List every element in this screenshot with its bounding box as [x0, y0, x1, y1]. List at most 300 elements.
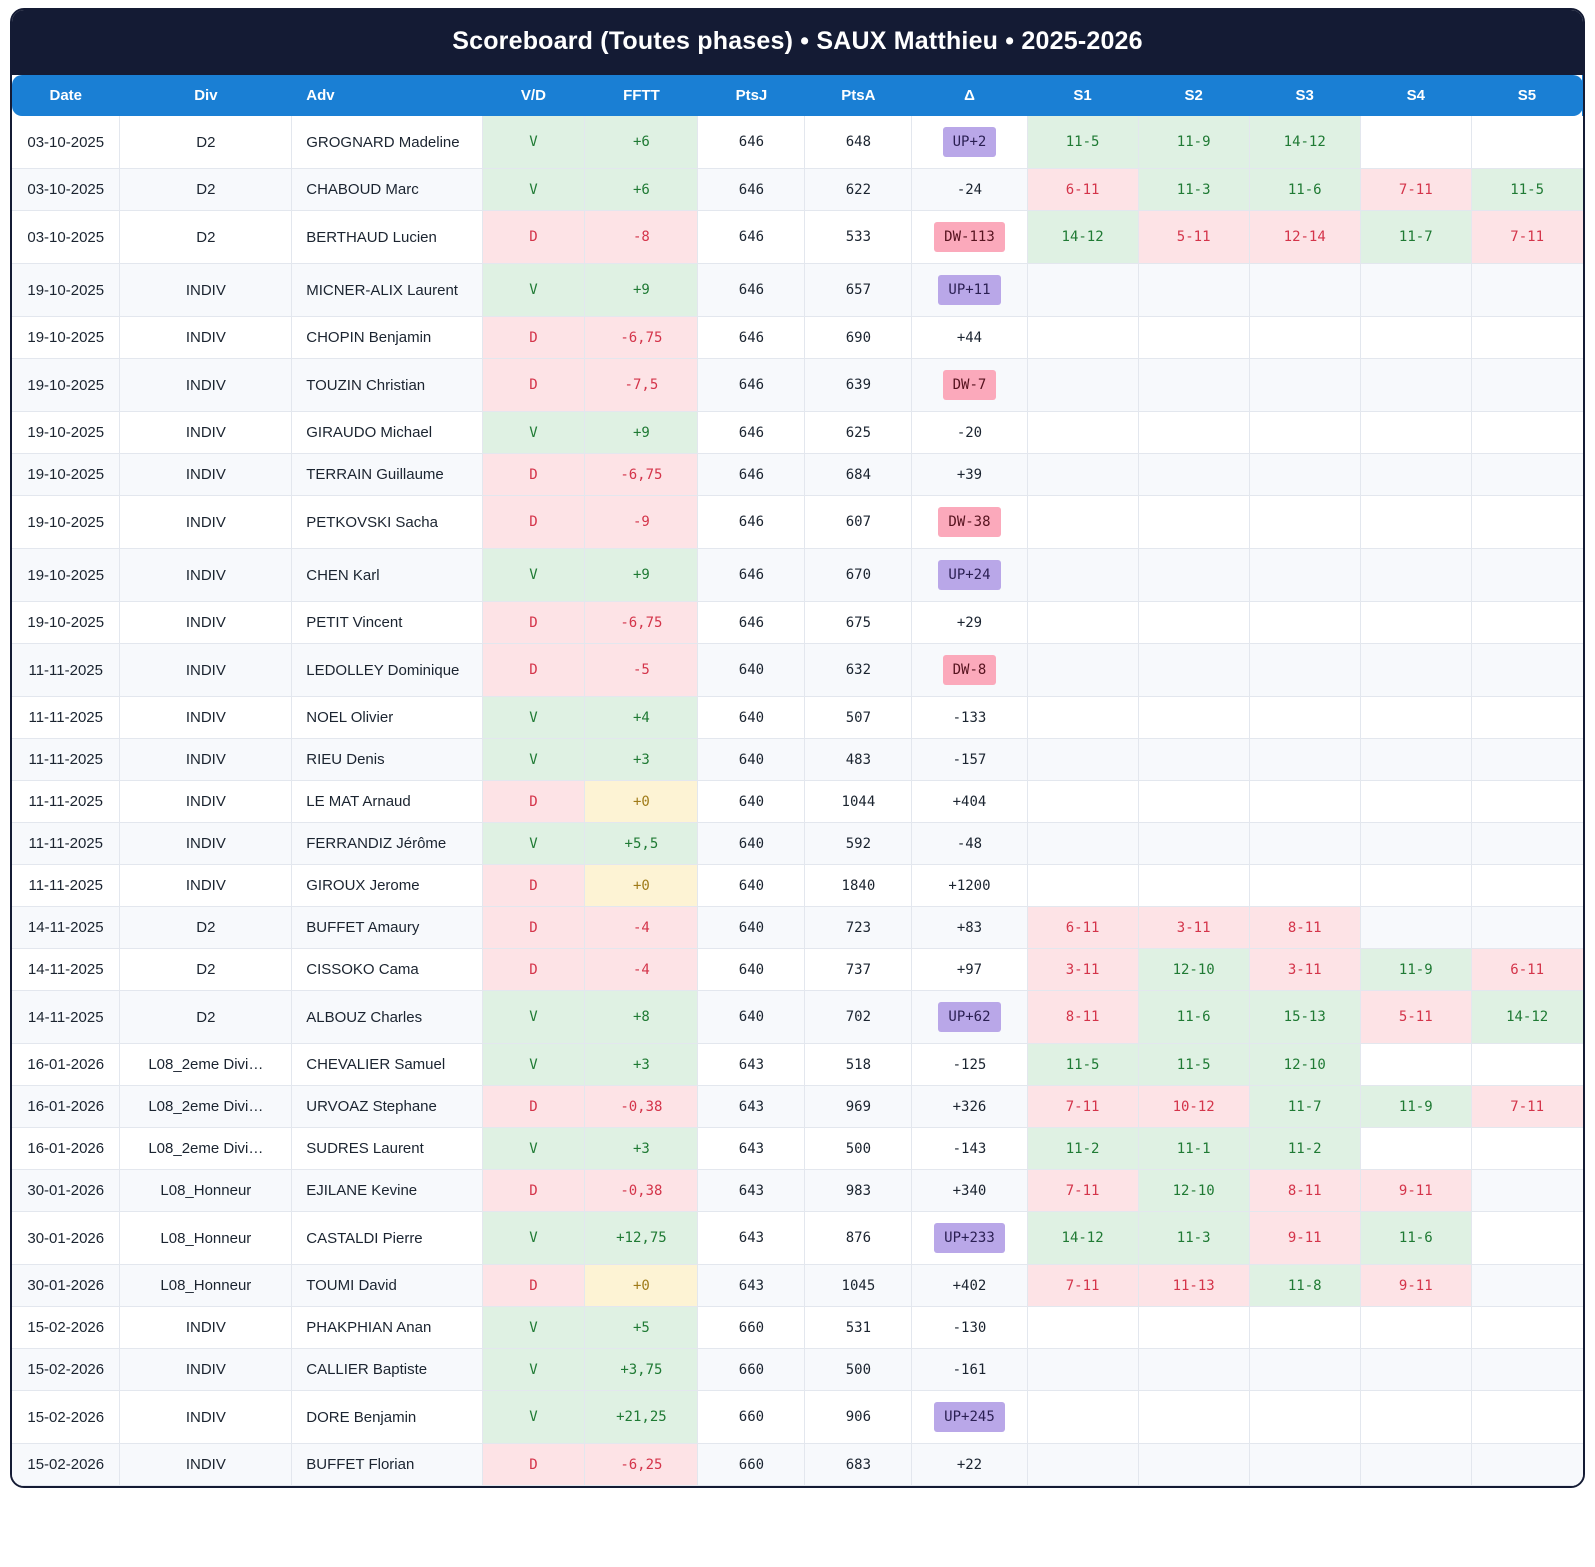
- cell-ptsj: 640: [698, 781, 805, 823]
- cell-delta: +1200: [912, 865, 1027, 907]
- cell-set-s2: [1138, 1307, 1249, 1349]
- cell-fftt: +3,75: [585, 1349, 698, 1391]
- cell-result: V: [482, 1391, 585, 1444]
- cell-ptsj: 640: [698, 991, 805, 1044]
- cell-adv: ALBOUZ Charles: [292, 991, 482, 1044]
- cell-delta: -130: [912, 1307, 1027, 1349]
- cell-result: D: [482, 907, 585, 949]
- cell-fftt: +9: [585, 549, 698, 602]
- status-badge: UP+11: [938, 275, 1000, 305]
- cell-ptsa: 518: [805, 1044, 912, 1086]
- table-row: [12, 781, 1583, 823]
- cell-set-s4: [1360, 496, 1471, 549]
- column-header-vd[interactable]: V/D: [482, 75, 585, 116]
- cell-delta: [912, 496, 1027, 549]
- cell-set-s4: [1360, 907, 1471, 949]
- cell-result: D: [482, 644, 585, 697]
- column-header-div[interactable]: Div: [120, 75, 292, 116]
- cell-date: 30-01-2026: [12, 1170, 120, 1212]
- cell-set-s2: [1138, 359, 1249, 412]
- cell-date: 03-10-2025: [12, 211, 120, 264]
- cell-set-s3: [1249, 781, 1360, 823]
- cell-div: INDIV: [120, 496, 292, 549]
- cell-result: D: [482, 211, 585, 264]
- cell-fftt: +12,75: [585, 1212, 698, 1265]
- cell-set-s5: [1471, 549, 1582, 602]
- cell-ptsa: 500: [805, 1128, 912, 1170]
- cell-ptsj: 643: [698, 1086, 805, 1128]
- cell-div: INDIV: [120, 454, 292, 496]
- cell-set-s4: 5-11: [1360, 991, 1471, 1044]
- cell-ptsj: 646: [698, 412, 805, 454]
- cell-adv: CHOPIN Benjamin: [292, 317, 482, 359]
- column-header-s3[interactable]: S3: [1249, 75, 1360, 116]
- cell-set-s2: [1138, 412, 1249, 454]
- table-row: [12, 644, 1583, 697]
- cell-ptsj: 643: [698, 1265, 805, 1307]
- cell-delta: -125: [912, 1044, 1027, 1086]
- cell-ptsa: 690: [805, 317, 912, 359]
- cell-ptsj: 640: [698, 697, 805, 739]
- cell-set-s3: [1249, 1349, 1360, 1391]
- cell-delta: [912, 1212, 1027, 1265]
- cell-adv: LE MAT Arnaud: [292, 781, 482, 823]
- cell-adv: BUFFET Florian: [292, 1444, 482, 1486]
- cell-set-s3: [1249, 739, 1360, 781]
- cell-set-s2: [1138, 781, 1249, 823]
- cell-set-s2: [1138, 644, 1249, 697]
- cell-ptsj: 646: [698, 169, 805, 211]
- cell-set-s5: [1471, 1212, 1582, 1265]
- cell-set-s2: 11-6: [1138, 991, 1249, 1044]
- cell-ptsa: 533: [805, 211, 912, 264]
- cell-set-s1: [1027, 549, 1138, 602]
- table-row: [12, 1212, 1583, 1265]
- cell-ptsj: 660: [698, 1391, 805, 1444]
- cell-date: 30-01-2026: [12, 1212, 120, 1265]
- cell-result: V: [482, 739, 585, 781]
- cell-date: 19-10-2025: [12, 549, 120, 602]
- cell-div: L08_Honneur: [120, 1212, 292, 1265]
- table-body: [12, 116, 1583, 1486]
- cell-delta: +340: [912, 1170, 1027, 1212]
- status-badge: DW-38: [938, 507, 1000, 537]
- cell-fftt: -4: [585, 949, 698, 991]
- cell-fftt: +6: [585, 169, 698, 211]
- cell-result: V: [482, 1212, 585, 1265]
- cell-ptsa: 670: [805, 549, 912, 602]
- cell-result: D: [482, 454, 585, 496]
- cell-set-s2: [1138, 1349, 1249, 1391]
- cell-set-s3: 9-11: [1249, 1212, 1360, 1265]
- cell-ptsj: 640: [698, 739, 805, 781]
- cell-div: L08_Honneur: [120, 1265, 292, 1307]
- table-row: [12, 549, 1583, 602]
- cell-set-s2: [1138, 602, 1249, 644]
- cell-delta: [912, 116, 1027, 169]
- cell-set-s4: [1360, 264, 1471, 317]
- cell-div: L08_2eme Divi…: [120, 1128, 292, 1170]
- cell-set-s5: [1471, 317, 1582, 359]
- cell-adv: PETIT Vincent: [292, 602, 482, 644]
- cell-date: 11-11-2025: [12, 697, 120, 739]
- scoreboard-card: [10, 8, 1585, 1488]
- table-row: [12, 1170, 1583, 1212]
- cell-set-s5: [1471, 454, 1582, 496]
- cell-fftt: -9: [585, 496, 698, 549]
- cell-div: INDIV: [120, 739, 292, 781]
- cell-ptsa: 969: [805, 1086, 912, 1128]
- table-row: [12, 116, 1583, 169]
- column-header-s4[interactable]: S4: [1360, 75, 1471, 116]
- status-badge: DW-7: [943, 370, 997, 400]
- cell-date: 11-11-2025: [12, 781, 120, 823]
- cell-set-s3: [1249, 1307, 1360, 1349]
- header-row: [12, 75, 1583, 116]
- table-row: [12, 865, 1583, 907]
- cell-result: V: [482, 991, 585, 1044]
- cell-result: V: [482, 697, 585, 739]
- cell-delta: +29: [912, 602, 1027, 644]
- cell-set-s1: [1027, 412, 1138, 454]
- cell-set-s5: [1471, 1391, 1582, 1444]
- cell-set-s1: [1027, 496, 1138, 549]
- cell-adv: SUDRES Laurent: [292, 1128, 482, 1170]
- cell-ptsa: 592: [805, 823, 912, 865]
- cell-result: V: [482, 116, 585, 169]
- cell-set-s1: [1027, 454, 1138, 496]
- cell-set-s3: 15-13: [1249, 991, 1360, 1044]
- cell-set-s5: [1471, 602, 1582, 644]
- cell-adv: TERRAIN Guillaume: [292, 454, 482, 496]
- cell-result: D: [482, 865, 585, 907]
- cell-set-s1: [1027, 264, 1138, 317]
- cell-delta: [912, 211, 1027, 264]
- cell-fftt: -8: [585, 211, 698, 264]
- cell-delta: +326: [912, 1086, 1027, 1128]
- cell-fftt: -6,75: [585, 317, 698, 359]
- cell-set-s3: 11-2: [1249, 1128, 1360, 1170]
- cell-date: 03-10-2025: [12, 116, 120, 169]
- cell-delta: [912, 644, 1027, 697]
- cell-set-s2: 10-12: [1138, 1086, 1249, 1128]
- scoreboard-table: [12, 75, 1583, 1486]
- cell-div: D2: [120, 211, 292, 264]
- column-header-s1[interactable]: S1: [1027, 75, 1138, 116]
- table-row: [12, 1307, 1583, 1349]
- cell-set-s1: [1027, 1307, 1138, 1349]
- cell-set-s4: [1360, 1128, 1471, 1170]
- cell-set-s4: [1360, 644, 1471, 697]
- cell-ptsa: 906: [805, 1391, 912, 1444]
- cell-result: V: [482, 823, 585, 865]
- cell-set-s5: [1471, 907, 1582, 949]
- table-row: [12, 739, 1583, 781]
- table-row: [12, 454, 1583, 496]
- cell-div: INDIV: [120, 1444, 292, 1486]
- cell-ptsj: 643: [698, 1212, 805, 1265]
- column-header-ptsj[interactable]: PtsJ: [698, 75, 805, 116]
- cell-div: INDIV: [120, 865, 292, 907]
- cell-ptsj: 646: [698, 211, 805, 264]
- cell-div: INDIV: [120, 1349, 292, 1391]
- cell-div: D2: [120, 949, 292, 991]
- cell-set-s1: 11-5: [1027, 116, 1138, 169]
- cell-delta: +402: [912, 1265, 1027, 1307]
- cell-div: INDIV: [120, 781, 292, 823]
- cell-set-s3: [1249, 697, 1360, 739]
- cell-ptsa: 622: [805, 169, 912, 211]
- cell-adv: RIEU Denis: [292, 739, 482, 781]
- cell-ptsa: 737: [805, 949, 912, 991]
- cell-result: V: [482, 169, 585, 211]
- cell-fftt: +4: [585, 697, 698, 739]
- table-row: [12, 1044, 1583, 1086]
- cell-set-s2: [1138, 739, 1249, 781]
- cell-date: 30-01-2026: [12, 1265, 120, 1307]
- cell-set-s4: [1360, 1391, 1471, 1444]
- cell-set-s3: [1249, 644, 1360, 697]
- cell-fftt: +3: [585, 1128, 698, 1170]
- cell-ptsj: 646: [698, 116, 805, 169]
- cell-adv: GROGNARD Madeline: [292, 116, 482, 169]
- cell-set-s3: [1249, 317, 1360, 359]
- cell-set-s3: [1249, 359, 1360, 412]
- cell-result: V: [482, 549, 585, 602]
- cell-date: 16-01-2026: [12, 1044, 120, 1086]
- column-header-fftt[interactable]: FFTT: [585, 75, 698, 116]
- cell-ptsa: 983: [805, 1170, 912, 1212]
- table-row: [12, 1349, 1583, 1391]
- cell-set-s5: 7-11: [1471, 211, 1582, 264]
- cell-set-s2: [1138, 697, 1249, 739]
- cell-fftt: -6,25: [585, 1444, 698, 1486]
- cell-set-s3: [1249, 264, 1360, 317]
- cell-delta: +22: [912, 1444, 1027, 1486]
- cell-ptsj: 646: [698, 264, 805, 317]
- cell-fftt: -6,75: [585, 454, 698, 496]
- cell-result: D: [482, 602, 585, 644]
- cell-set-s2: 11-1: [1138, 1128, 1249, 1170]
- column-header-adv[interactable]: Adv: [292, 75, 482, 116]
- cell-result: D: [482, 949, 585, 991]
- cell-div: INDIV: [120, 549, 292, 602]
- cell-delta: +44: [912, 317, 1027, 359]
- cell-date: 16-01-2026: [12, 1128, 120, 1170]
- cell-result: V: [482, 1349, 585, 1391]
- cell-result: D: [482, 1170, 585, 1212]
- cell-date: 19-10-2025: [12, 359, 120, 412]
- cell-set-s4: [1360, 697, 1471, 739]
- cell-set-s4: 11-7: [1360, 211, 1471, 264]
- cell-adv: CHABOUD Marc: [292, 169, 482, 211]
- cell-adv: TOUZIN Christian: [292, 359, 482, 412]
- cell-set-s3: [1249, 1444, 1360, 1486]
- cell-fftt: -0,38: [585, 1086, 698, 1128]
- cell-delta: [912, 991, 1027, 1044]
- cell-delta: -24: [912, 169, 1027, 211]
- cell-set-s4: [1360, 865, 1471, 907]
- cell-div: INDIV: [120, 412, 292, 454]
- cell-adv: PHAKPHIAN Anan: [292, 1307, 482, 1349]
- cell-set-s3: [1249, 865, 1360, 907]
- cell-result: V: [482, 1044, 585, 1086]
- cell-fftt: -0,38: [585, 1170, 698, 1212]
- cell-set-s1: [1027, 317, 1138, 359]
- cell-fftt: +8: [585, 991, 698, 1044]
- cell-ptsj: 646: [698, 602, 805, 644]
- cell-set-s1: 3-11: [1027, 949, 1138, 991]
- cell-date: 11-11-2025: [12, 865, 120, 907]
- cell-set-s4: [1360, 359, 1471, 412]
- cell-adv: CHEVALIER Samuel: [292, 1044, 482, 1086]
- cell-adv: PETKOVSKI Sacha: [292, 496, 482, 549]
- cell-fftt: +5: [585, 1307, 698, 1349]
- cell-div: INDIV: [120, 1391, 292, 1444]
- cell-set-s4: [1360, 602, 1471, 644]
- status-badge: UP+245: [934, 1402, 1005, 1432]
- cell-set-s5: [1471, 1170, 1582, 1212]
- cell-set-s2: 3-11: [1138, 907, 1249, 949]
- cell-delta: +97: [912, 949, 1027, 991]
- column-header-ptsa[interactable]: PtsA: [805, 75, 912, 116]
- cell-set-s1: [1027, 1444, 1138, 1486]
- table-row: [12, 317, 1583, 359]
- table-row: [12, 602, 1583, 644]
- cell-set-s1: 11-5: [1027, 1044, 1138, 1086]
- cell-div: D2: [120, 991, 292, 1044]
- cell-fftt: +21,25: [585, 1391, 698, 1444]
- page-title: Scoreboard (Toutes phases) • SAUX Matthieu • 2025-2026: [12, 10, 1583, 75]
- cell-set-s2: 12-10: [1138, 1170, 1249, 1212]
- cell-adv: LEDOLLEY Dominique: [292, 644, 482, 697]
- cell-set-s1: [1027, 739, 1138, 781]
- table-row: [12, 264, 1583, 317]
- cell-ptsa: 632: [805, 644, 912, 697]
- table-row: [12, 697, 1583, 739]
- cell-set-s4: 11-9: [1360, 949, 1471, 991]
- cell-set-s5: [1471, 865, 1582, 907]
- cell-ptsj: 646: [698, 359, 805, 412]
- cell-div: L08_2eme Divi…: [120, 1086, 292, 1128]
- cell-div: INDIV: [120, 697, 292, 739]
- cell-date: 14-11-2025: [12, 949, 120, 991]
- cell-set-s2: 11-5: [1138, 1044, 1249, 1086]
- table-row: [12, 359, 1583, 412]
- column-header-date[interactable]: Date: [12, 75, 120, 116]
- cell-adv: BUFFET Amaury: [292, 907, 482, 949]
- cell-set-s1: [1027, 781, 1138, 823]
- column-header-delta[interactable]: Δ: [912, 75, 1027, 116]
- cell-set-s3: 8-11: [1249, 1170, 1360, 1212]
- table-header: [12, 75, 1583, 116]
- cell-set-s1: 7-11: [1027, 1086, 1138, 1128]
- cell-set-s1: 14-12: [1027, 211, 1138, 264]
- column-header-s2[interactable]: S2: [1138, 75, 1249, 116]
- cell-div: L08_2eme Divi…: [120, 1044, 292, 1086]
- cell-ptsj: 640: [698, 865, 805, 907]
- cell-div: D2: [120, 116, 292, 169]
- cell-adv: MICNER-ALIX Laurent: [292, 264, 482, 317]
- cell-result: D: [482, 359, 585, 412]
- cell-set-s5: [1471, 412, 1582, 454]
- cell-set-s4: 9-11: [1360, 1265, 1471, 1307]
- cell-set-s1: 11-2: [1027, 1128, 1138, 1170]
- cell-set-s2: [1138, 1444, 1249, 1486]
- cell-div: INDIV: [120, 264, 292, 317]
- cell-date: 11-11-2025: [12, 739, 120, 781]
- cell-adv: DORE Benjamin: [292, 1391, 482, 1444]
- cell-set-s1: [1027, 359, 1138, 412]
- cell-fftt: +0: [585, 865, 698, 907]
- cell-delta: +39: [912, 454, 1027, 496]
- cell-result: V: [482, 1128, 585, 1170]
- cell-set-s3: 11-6: [1249, 169, 1360, 211]
- table-row: [12, 496, 1583, 549]
- cell-set-s3: 14-12: [1249, 116, 1360, 169]
- cell-set-s3: [1249, 496, 1360, 549]
- cell-ptsj: 660: [698, 1307, 805, 1349]
- cell-set-s4: 11-9: [1360, 1086, 1471, 1128]
- column-header-s5[interactable]: S5: [1471, 75, 1582, 116]
- status-badge: UP+233: [934, 1223, 1005, 1253]
- cell-set-s5: 11-5: [1471, 169, 1582, 211]
- table-row: [12, 823, 1583, 865]
- cell-div: D2: [120, 907, 292, 949]
- table-row: [12, 412, 1583, 454]
- cell-ptsa: 684: [805, 454, 912, 496]
- cell-set-s2: 5-11: [1138, 211, 1249, 264]
- table-row: [12, 907, 1583, 949]
- cell-date: 16-01-2026: [12, 1086, 120, 1128]
- cell-date: 19-10-2025: [12, 264, 120, 317]
- cell-fftt: -4: [585, 907, 698, 949]
- cell-set-s3: [1249, 1391, 1360, 1444]
- table-row: [12, 949, 1583, 991]
- cell-date: 19-10-2025: [12, 496, 120, 549]
- cell-set-s2: [1138, 823, 1249, 865]
- cell-set-s2: [1138, 549, 1249, 602]
- cell-set-s1: 8-11: [1027, 991, 1138, 1044]
- cell-fftt: +6: [585, 116, 698, 169]
- cell-set-s1: 7-11: [1027, 1265, 1138, 1307]
- cell-set-s5: [1471, 1444, 1582, 1486]
- cell-set-s3: 3-11: [1249, 949, 1360, 991]
- cell-set-s1: 6-11: [1027, 907, 1138, 949]
- cell-set-s3: [1249, 454, 1360, 496]
- cell-fftt: +3: [585, 739, 698, 781]
- cell-set-s2: 11-13: [1138, 1265, 1249, 1307]
- cell-ptsj: 660: [698, 1444, 805, 1486]
- cell-result: D: [482, 781, 585, 823]
- cell-set-s2: 11-3: [1138, 1212, 1249, 1265]
- cell-ptsj: 640: [698, 823, 805, 865]
- cell-ptsj: 646: [698, 317, 805, 359]
- cell-set-s1: 6-11: [1027, 169, 1138, 211]
- cell-set-s3: [1249, 823, 1360, 865]
- cell-set-s4: [1360, 1349, 1471, 1391]
- cell-delta: -161: [912, 1349, 1027, 1391]
- cell-set-s4: [1360, 781, 1471, 823]
- cell-ptsj: 640: [698, 907, 805, 949]
- cell-set-s5: [1471, 1307, 1582, 1349]
- cell-div: L08_Honneur: [120, 1170, 292, 1212]
- cell-set-s4: [1360, 1044, 1471, 1086]
- table-row: [12, 1391, 1583, 1444]
- cell-date: 15-02-2026: [12, 1349, 120, 1391]
- cell-ptsa: 1044: [805, 781, 912, 823]
- cell-ptsa: 702: [805, 991, 912, 1044]
